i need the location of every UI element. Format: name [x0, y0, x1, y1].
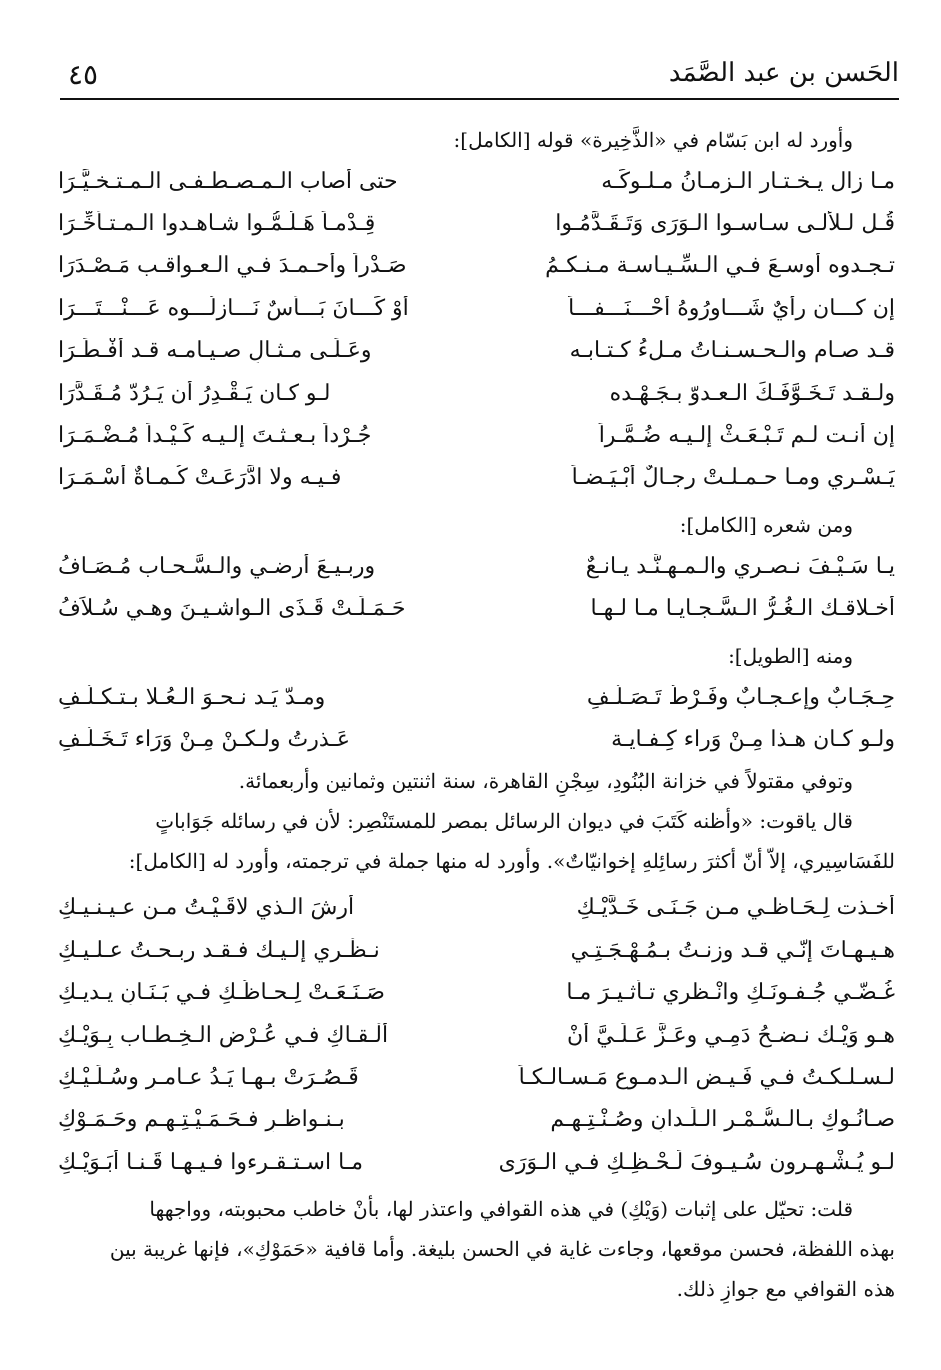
first-hemistich: هـو وَيْـك نـضـحُ دَمِـي وعَـزَّ عَـلَـيَّ أَنْ: [566, 1022, 895, 1048]
second-hemistich: أرشَ الـذي لاقَـيْـتُ مـن عـيـنـيـكِ: [58, 895, 355, 921]
second-hemistich: لـو كـان يَـقْـدِرُ أن يَـرُدّ مُـقَـدَّرَا: [58, 380, 331, 406]
first-hemistich: إن كـــان رأيٌ شَـــاوِرُوهُ أَحْـــنَـــفـــاً: [568, 295, 895, 321]
second-hemistich: وعَـلَـى مـثـالِ صـيـامـه قـد أَفْـطَـرَا: [58, 338, 372, 364]
second-hemistich: قَـصُـرَتْ بـهـا يَـدُ عـامـرٍ وسُـلَـيْـكِ: [58, 1064, 359, 1090]
second-hemistich: مـا اسـتـقـرءوا فـيـهـا قَـنـا أَبَـوَيْـكِ: [58, 1149, 364, 1175]
intro-paragraph: ومنه [الطويل]:: [728, 643, 853, 668]
page-number: ٤٥: [68, 58, 99, 91]
verse-line: [58, 245, 895, 287]
first-hemistich: هـيـهـاتَ إنّـي قـد وزنـتُ بـمُـهْـجَـتِـي: [570, 937, 895, 963]
closing-note-line-1: قلت: تحيّل على إثبات (وَيْكِ) في هذه القوافي واعتذر لها، بأنْ خاطب محبوبته، وواجهها: [149, 1197, 853, 1222]
second-hemistich: صَـدْراً وأحـمـدَ فـي الـعـواقـب مَـصْـدَرَا: [58, 253, 407, 279]
closing-note-line-3: هذه القوافي مع جوازِ ذلك.: [676, 1277, 895, 1302]
page-header: [60, 52, 899, 100]
second-hemistich: وربـيـعَ أرضـي والـسَّـحـاب مُـصَـافُ: [58, 553, 376, 579]
first-hemistich: غُـضّـي جُـفـونَـكِ وانْـظري تـأثـيـرَ مـا: [566, 980, 895, 1006]
poem-kamil-3: [58, 887, 895, 1184]
first-hemistich: لـو يُـشْـهِـرون سُـيـوفَ لَـحْـظِـكِ فـي الـوَرَى: [498, 1149, 895, 1175]
verse-line: [58, 330, 895, 372]
verse-line: [58, 414, 895, 456]
first-hemistich: ولـقـد تَـخَـوَّفَـكَ الـعـدوّ بـجَـهْـده: [609, 380, 895, 406]
poem-tawil: [58, 676, 895, 761]
second-hemistich: أَوْ كَـــانَ بَـــأْسٌ نَـــازِلُـــوه عَـــنْـــتَـــرَا: [58, 295, 409, 321]
second-hemistich: حتى أصاب الـمـصـطـفـى الـمـتـخـيَّـرَا: [58, 168, 398, 194]
verse-line: [58, 457, 895, 499]
yaqut-quote-line-2: للفَسَاسِيري، إلاّ أنّ أكثرَ رسائِلهِ إخوانيّاتٌ». وأورد له منها جملة في ترجمته، وأورد له [الكامل]:: [128, 848, 895, 873]
first-hemistich: ولـو كـان هـذا مِـنْ وَراء كِـفـايـة: [611, 726, 895, 752]
second-hemistich: أَلْـقـاكِ فـي عُـرْضِ الـخِـطـاب بِـوَيْـكِ: [58, 1022, 389, 1048]
verse-line: [58, 1141, 895, 1183]
second-hemistich: عَـذرتُ ولـكـنْ مِـنْ وَرَاء تَـخَـلُّـفِ: [58, 726, 350, 752]
first-hemistich: حِـجَـابٌ وإعـجـابٌ وفَـرْطُ تَـصَـلُّـفِ: [586, 684, 895, 710]
death-note: وتوفي مقتولاً في خزانة البُنُودِ، سِجْنِ القاهرة، سنة اثنتين وثمانين وأربعمائة.: [238, 768, 853, 793]
second-hemistich: جُـرْداً بـعـثـتَ إلـيـه كَـيْـداً مُـضْـمَـرَا: [58, 423, 372, 449]
verse-line: [58, 676, 895, 718]
first-hemistich: مـا زال يـخـتـار الـزمـانُ مـلـوكَـه: [601, 168, 895, 194]
second-hemistich: بـنـواظـرٍ فـحَـمَـيْـتِـهـم وحَـمَـوْكِ: [58, 1107, 345, 1133]
intro-paragraph: وأورد له ابن بَسّام في «الذَّخِيرة» قوله [الكامل]:: [453, 128, 853, 152]
verse-line: [58, 588, 895, 630]
verse-line: [58, 1099, 895, 1141]
second-hemistich: قِـدْمـاً هَـلُـمُّـوا شـاهـدوا الـمـتـأخِّـرَا: [58, 211, 376, 237]
verse-line: [58, 929, 895, 971]
second-hemistich: نـظْـرِي إلـيـك فـقـد ربـحـتُ عـلـيـكِ: [58, 937, 380, 963]
verse-line: [58, 1056, 895, 1098]
closing-note-line-2: بهذه اللفظة، فحسن موقعها، وجاءت غاية في الحسن بليغة. وأما قافية «حَمَوْكِ»، فإنها غريبة بين: [109, 1237, 895, 1262]
first-hemistich: صـانُـوكِ بـالـسُّـمْـرِ الـلِّـدانِ وصُـنْـتِـهـم: [550, 1107, 895, 1133]
verse-line: [58, 718, 895, 760]
verse-line: [58, 971, 895, 1013]
yaqut-quote-line-1: قال ياقوت: «وأظنه كَتَبَ في ديوان الرسائل بمصر للمستَنْصِر: لأن في رسائله جَوَاباتٍ: [155, 808, 853, 833]
poem-kamil-2: [58, 545, 895, 630]
verse-line: [58, 887, 895, 929]
first-hemistich: تـجـدوه أوسـعَ فـي الـسِّـيـاسـة مـنـكـمُ: [545, 253, 895, 279]
intro-paragraph: ومن شعره [الكامل]:: [679, 513, 853, 538]
first-hemistich: قـد صـام والـحـسـنـاتُ مـلءُ كـتـابـه: [569, 338, 895, 364]
verse-line: [58, 545, 895, 587]
second-hemistich: ومـدّ يَـد نـحـوَ الـعُـلا بـتـكـلُّـفِ: [58, 684, 326, 710]
verse-line: [58, 287, 895, 329]
second-hemistich: صَـنَـعَـتْ لِـحـاظُـكِ فـي بَـنَـانِ يـديـكِ: [58, 980, 385, 1006]
poem-kamil-1: [58, 160, 895, 499]
first-hemistich: يـا سَـيْـفَ نـصـري والـمـهـنَّـد يـانـعٌ: [585, 553, 895, 579]
second-hemistich: فـيـه ولا ادَّرَعَـتْ كُـمـاةٌ أَسْـمَـرَا: [58, 465, 342, 491]
first-hemistich: لـسـلـكـتُ فـي فَـيـض الـدمـوع مَـسـالـكـاً: [518, 1064, 895, 1090]
verse-line: [58, 202, 895, 244]
page-body: [58, 120, 895, 1309]
first-hemistich: أخـذت لِـحَـاظـي مـن جَـنَـى خَـدَّيْـكِ: [576, 895, 895, 921]
verse-line: [58, 1014, 895, 1056]
verse-line: [58, 160, 895, 202]
first-hemistich: إن أنـت لـم تَـبْـعَـثْ إلـيـه ضُـمَّـراً: [598, 423, 895, 449]
first-hemistich: قُـل لـلألـى سـاسـوا الـوَرَى وَتَـقَـدَّمُـوا: [555, 211, 895, 237]
verse-line: [58, 372, 895, 414]
first-hemistich: أخـلاقـك الـغُـرُّ الـسَّـجـايـا مـا لـهـا: [590, 596, 895, 622]
second-hemistich: حَـمَـلَـتْ قَـذَى الـواشـيـنَ وهـي سُـلاَفُ: [58, 596, 406, 622]
first-hemistich: يَـسْـري ومـا حـمـلـتْ رجـالٌ أَبْـيَـضـاً: [571, 465, 895, 491]
running-title: الحَسن بن عبد الصَّمَد: [668, 58, 899, 88]
